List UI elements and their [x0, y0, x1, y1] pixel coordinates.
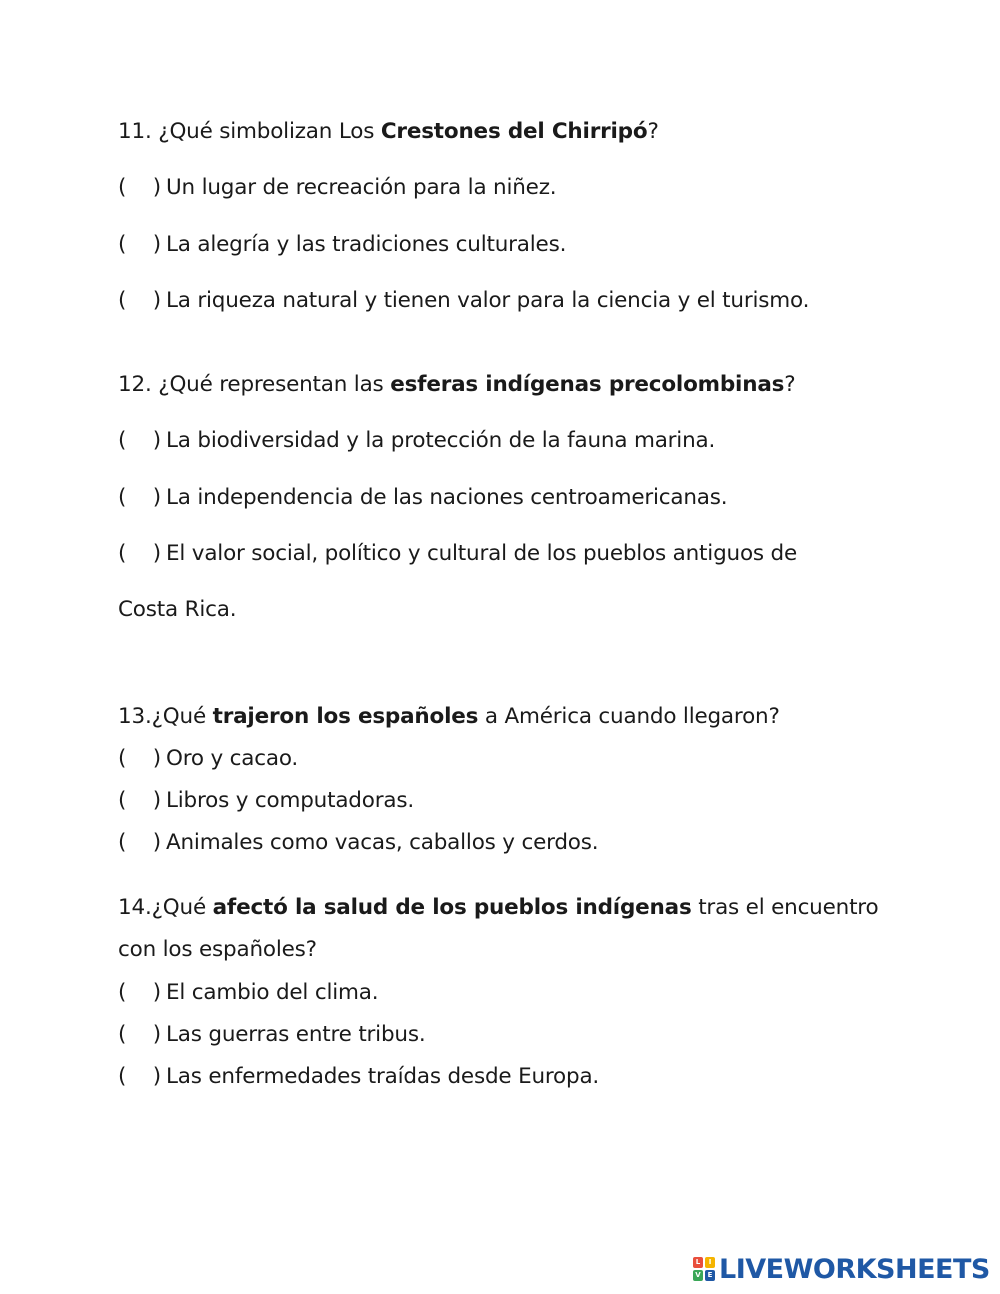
option-text: Las guerras entre tribus. — [166, 1022, 426, 1047]
logo-text: LIVEWORKSHEETS — [719, 1253, 990, 1285]
answer-box[interactable]: ( ) — [118, 1022, 161, 1047]
question-number: 14. — [118, 895, 152, 920]
option-row[interactable] — [118, 787, 414, 815]
logo-tile: L — [693, 1257, 703, 1268]
option-row[interactable] — [118, 427, 715, 455]
option-row[interactable] — [118, 829, 598, 857]
option-text: La biodiversidad y la protección de la fauna marina. — [166, 428, 716, 453]
option-text: La independencia de las naciones centroamericanas. — [166, 485, 728, 510]
question-number: 12. — [118, 372, 152, 397]
option-row[interactable] — [118, 287, 809, 315]
question-number: 11. — [118, 119, 152, 144]
option-continuation: Costa Rica. — [118, 597, 237, 622]
option-text: Libros y computadoras. — [166, 788, 414, 813]
question-text-end: tras el encuentro — [691, 895, 879, 920]
answer-box[interactable]: ( ) — [118, 288, 161, 313]
option-text: Animales como vacas, caballos y cerdos. — [166, 830, 599, 855]
liveworksheets-logo — [693, 1254, 990, 1284]
option-row[interactable] — [118, 540, 797, 568]
question-bold-text: afectó la salud de los pueblos indígenas — [212, 895, 692, 920]
question-bold-text: trajeron los españoles — [212, 704, 479, 729]
option-text: El cambio del clima. — [166, 980, 379, 1005]
option-text: Un lugar de recreación para la niñez. — [166, 175, 557, 200]
answer-box[interactable]: ( ) — [118, 1064, 161, 1089]
option-text: La alegría y las tradiciones culturales. — [166, 232, 567, 257]
option-text: El valor social, político y cultural de los pueblos antiguos de — [166, 541, 798, 566]
question-text: ¿Qué — [151, 704, 213, 729]
option-text: Las enfermedades traídas desde Europa. — [166, 1064, 600, 1089]
question-text-end: a América cuando llegaron? — [478, 704, 780, 729]
answer-box[interactable]: ( ) — [118, 746, 161, 771]
question-12 — [118, 371, 795, 399]
answer-box[interactable]: ( ) — [118, 788, 161, 813]
question-bold-text: esferas indígenas precolombinas — [390, 372, 785, 397]
question-14 — [118, 894, 878, 922]
answer-box[interactable]: ( ) — [118, 541, 161, 566]
option-row[interactable] — [118, 174, 556, 202]
answer-box[interactable]: ( ) — [118, 980, 161, 1005]
answer-box[interactable]: ( ) — [118, 830, 161, 855]
question-11 — [118, 118, 659, 146]
question-continuation: con los españoles? — [118, 937, 317, 962]
option-row[interactable] — [118, 745, 298, 773]
answer-box[interactable]: ( ) — [118, 232, 161, 257]
answer-box[interactable]: ( ) — [118, 428, 161, 453]
option-row[interactable] — [118, 1021, 425, 1049]
answer-box[interactable]: ( ) — [118, 485, 161, 510]
option-text: La riqueza natural y tienen valor para la ciencia y el turismo. — [166, 288, 810, 313]
question-bold-text: Crestones del Chirripó — [380, 119, 648, 144]
answer-box[interactable]: ( ) — [118, 175, 161, 200]
option-text: Oro y cacao. — [166, 746, 299, 771]
logo-icon — [693, 1257, 715, 1281]
option-row[interactable] — [118, 1063, 599, 1091]
question-number: 13. — [118, 704, 152, 729]
question-text-end: ? — [784, 372, 796, 397]
question-text: ¿Qué representan las — [151, 372, 391, 397]
option-row[interactable] — [118, 979, 378, 1007]
question-text: ¿Qué — [151, 895, 213, 920]
option-row[interactable] — [118, 484, 727, 512]
option-row[interactable] — [118, 231, 566, 259]
logo-tile: E — [705, 1270, 715, 1281]
logo-tile: I — [705, 1257, 715, 1268]
logo-tile: V — [693, 1270, 703, 1281]
question-13 — [118, 703, 780, 731]
question-text-end: ? — [647, 119, 659, 144]
question-text: ¿Qué simbolizan Los — [151, 119, 381, 144]
